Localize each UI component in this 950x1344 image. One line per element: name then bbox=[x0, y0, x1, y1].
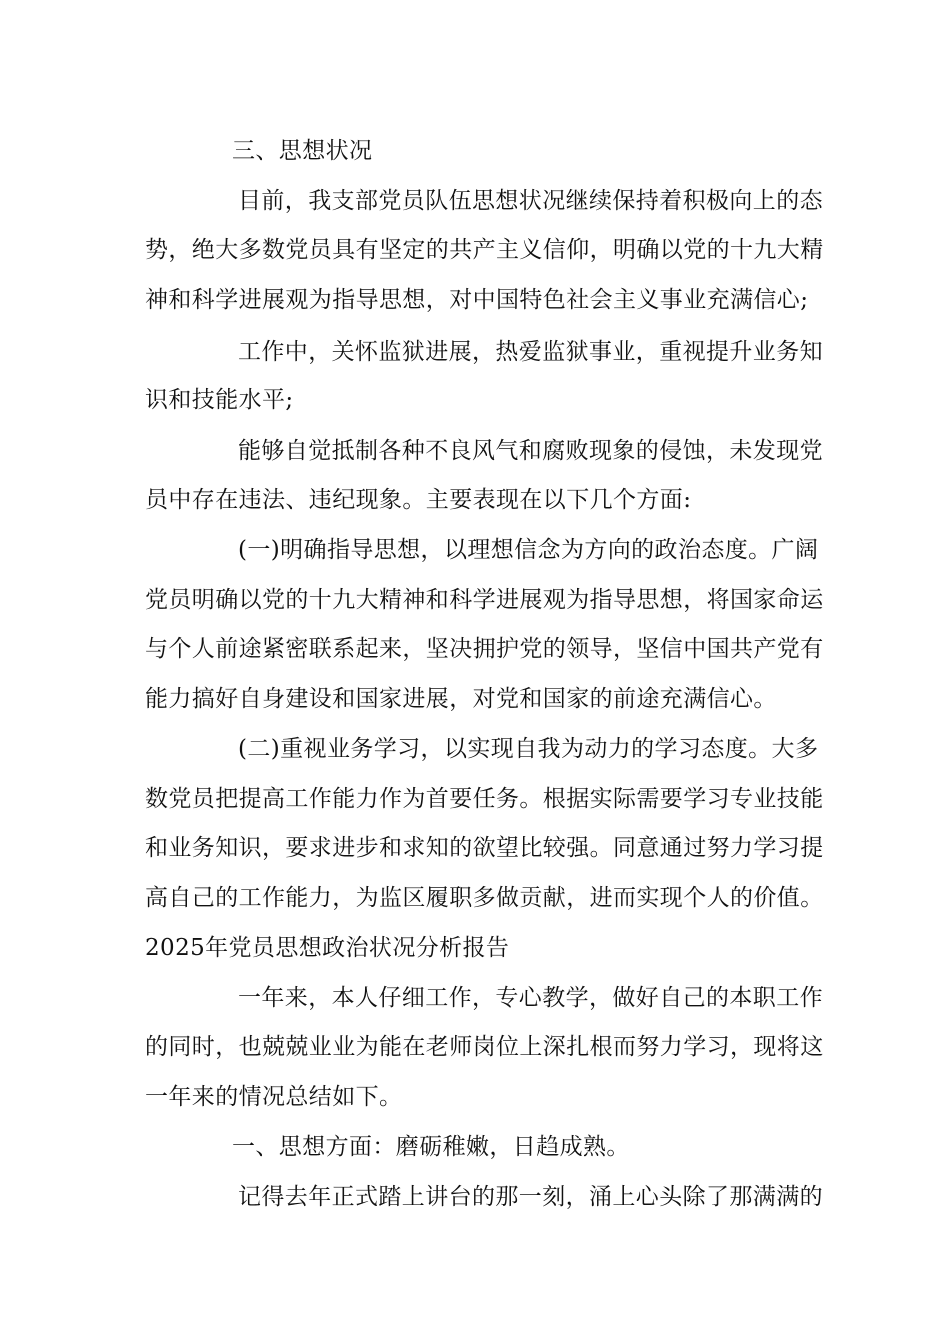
paragraph-line: 能够自觉抵制各种不良风气和腐败现象的侵蚀，未发现党 bbox=[238, 438, 823, 464]
paragraph-line: (二)重视业务学习，以实现自我为动力的学习态度。大多 bbox=[238, 736, 819, 762]
paragraph-line: 一年来，本人仔细工作，专心教学，做好自己的本职工作 bbox=[238, 985, 823, 1011]
paragraph-line: 目前，我支部党员队伍思想状况继续保持着积极向上的态 bbox=[238, 188, 823, 214]
paragraph-line: 势，绝大多数党员具有坚定的共产主义信仰，明确以党的十九大精 bbox=[145, 237, 824, 263]
paragraph-line: 高自己的工作能力，为监区履职多做贡献，进而实现个人的价值。 bbox=[145, 885, 824, 911]
paragraph-line: 识和技能水平; bbox=[145, 387, 294, 413]
paragraph-line: 与个人前途紧密联系起来，坚决拥护党的领导，坚信中国共产党有 bbox=[145, 636, 824, 662]
paragraph-line: 和业务知识，要求进步和求知的欲望比较强。同意通过努力学习提 bbox=[145, 835, 824, 861]
paragraph-line: 神和科学进展观为指导思想，对中国特色社会主义事业充满信心; bbox=[145, 287, 809, 313]
paragraph-line: 的同时，也兢兢业业为能在老师岗位上深扎根而努力学习，现将这 bbox=[145, 1034, 824, 1060]
section-heading-thought-aspect: 一、思想方面：磨砺稚嫩，日趋成熟。 bbox=[232, 1134, 630, 1160]
report-title: 2025年党员思想政治状况分析报告 bbox=[145, 935, 510, 961]
section-heading-thought-status: 三、思想状况 bbox=[232, 138, 373, 164]
paragraph-line: 工作中，关怀监狱进展，热爱监狱事业，重视提升业务知 bbox=[238, 339, 823, 365]
paragraph-line: 党员明确以党的十九大精神和科学进展观为指导思想，将国家命运 bbox=[145, 587, 824, 613]
paragraph-line: 能力搞好自身建设和国家进展，对党和国家的前途充满信心。 bbox=[145, 686, 777, 712]
paragraph-line: 一年来的情况总结如下。 bbox=[145, 1084, 403, 1110]
paragraph-line: 数党员把提高工作能力作为首要任务。根据实际需要学习专业技能 bbox=[145, 786, 824, 812]
paragraph-line: 记得去年正式踏上讲台的那一刻，涌上心头除了那满满的 bbox=[238, 1184, 823, 1210]
paragraph-line: (一)明确指导思想，以理想信念为方向的政治态度。广阔 bbox=[238, 537, 819, 563]
paragraph-line: 员中存在违法、违纪现象。主要表现在以下几个方面: bbox=[145, 487, 692, 513]
